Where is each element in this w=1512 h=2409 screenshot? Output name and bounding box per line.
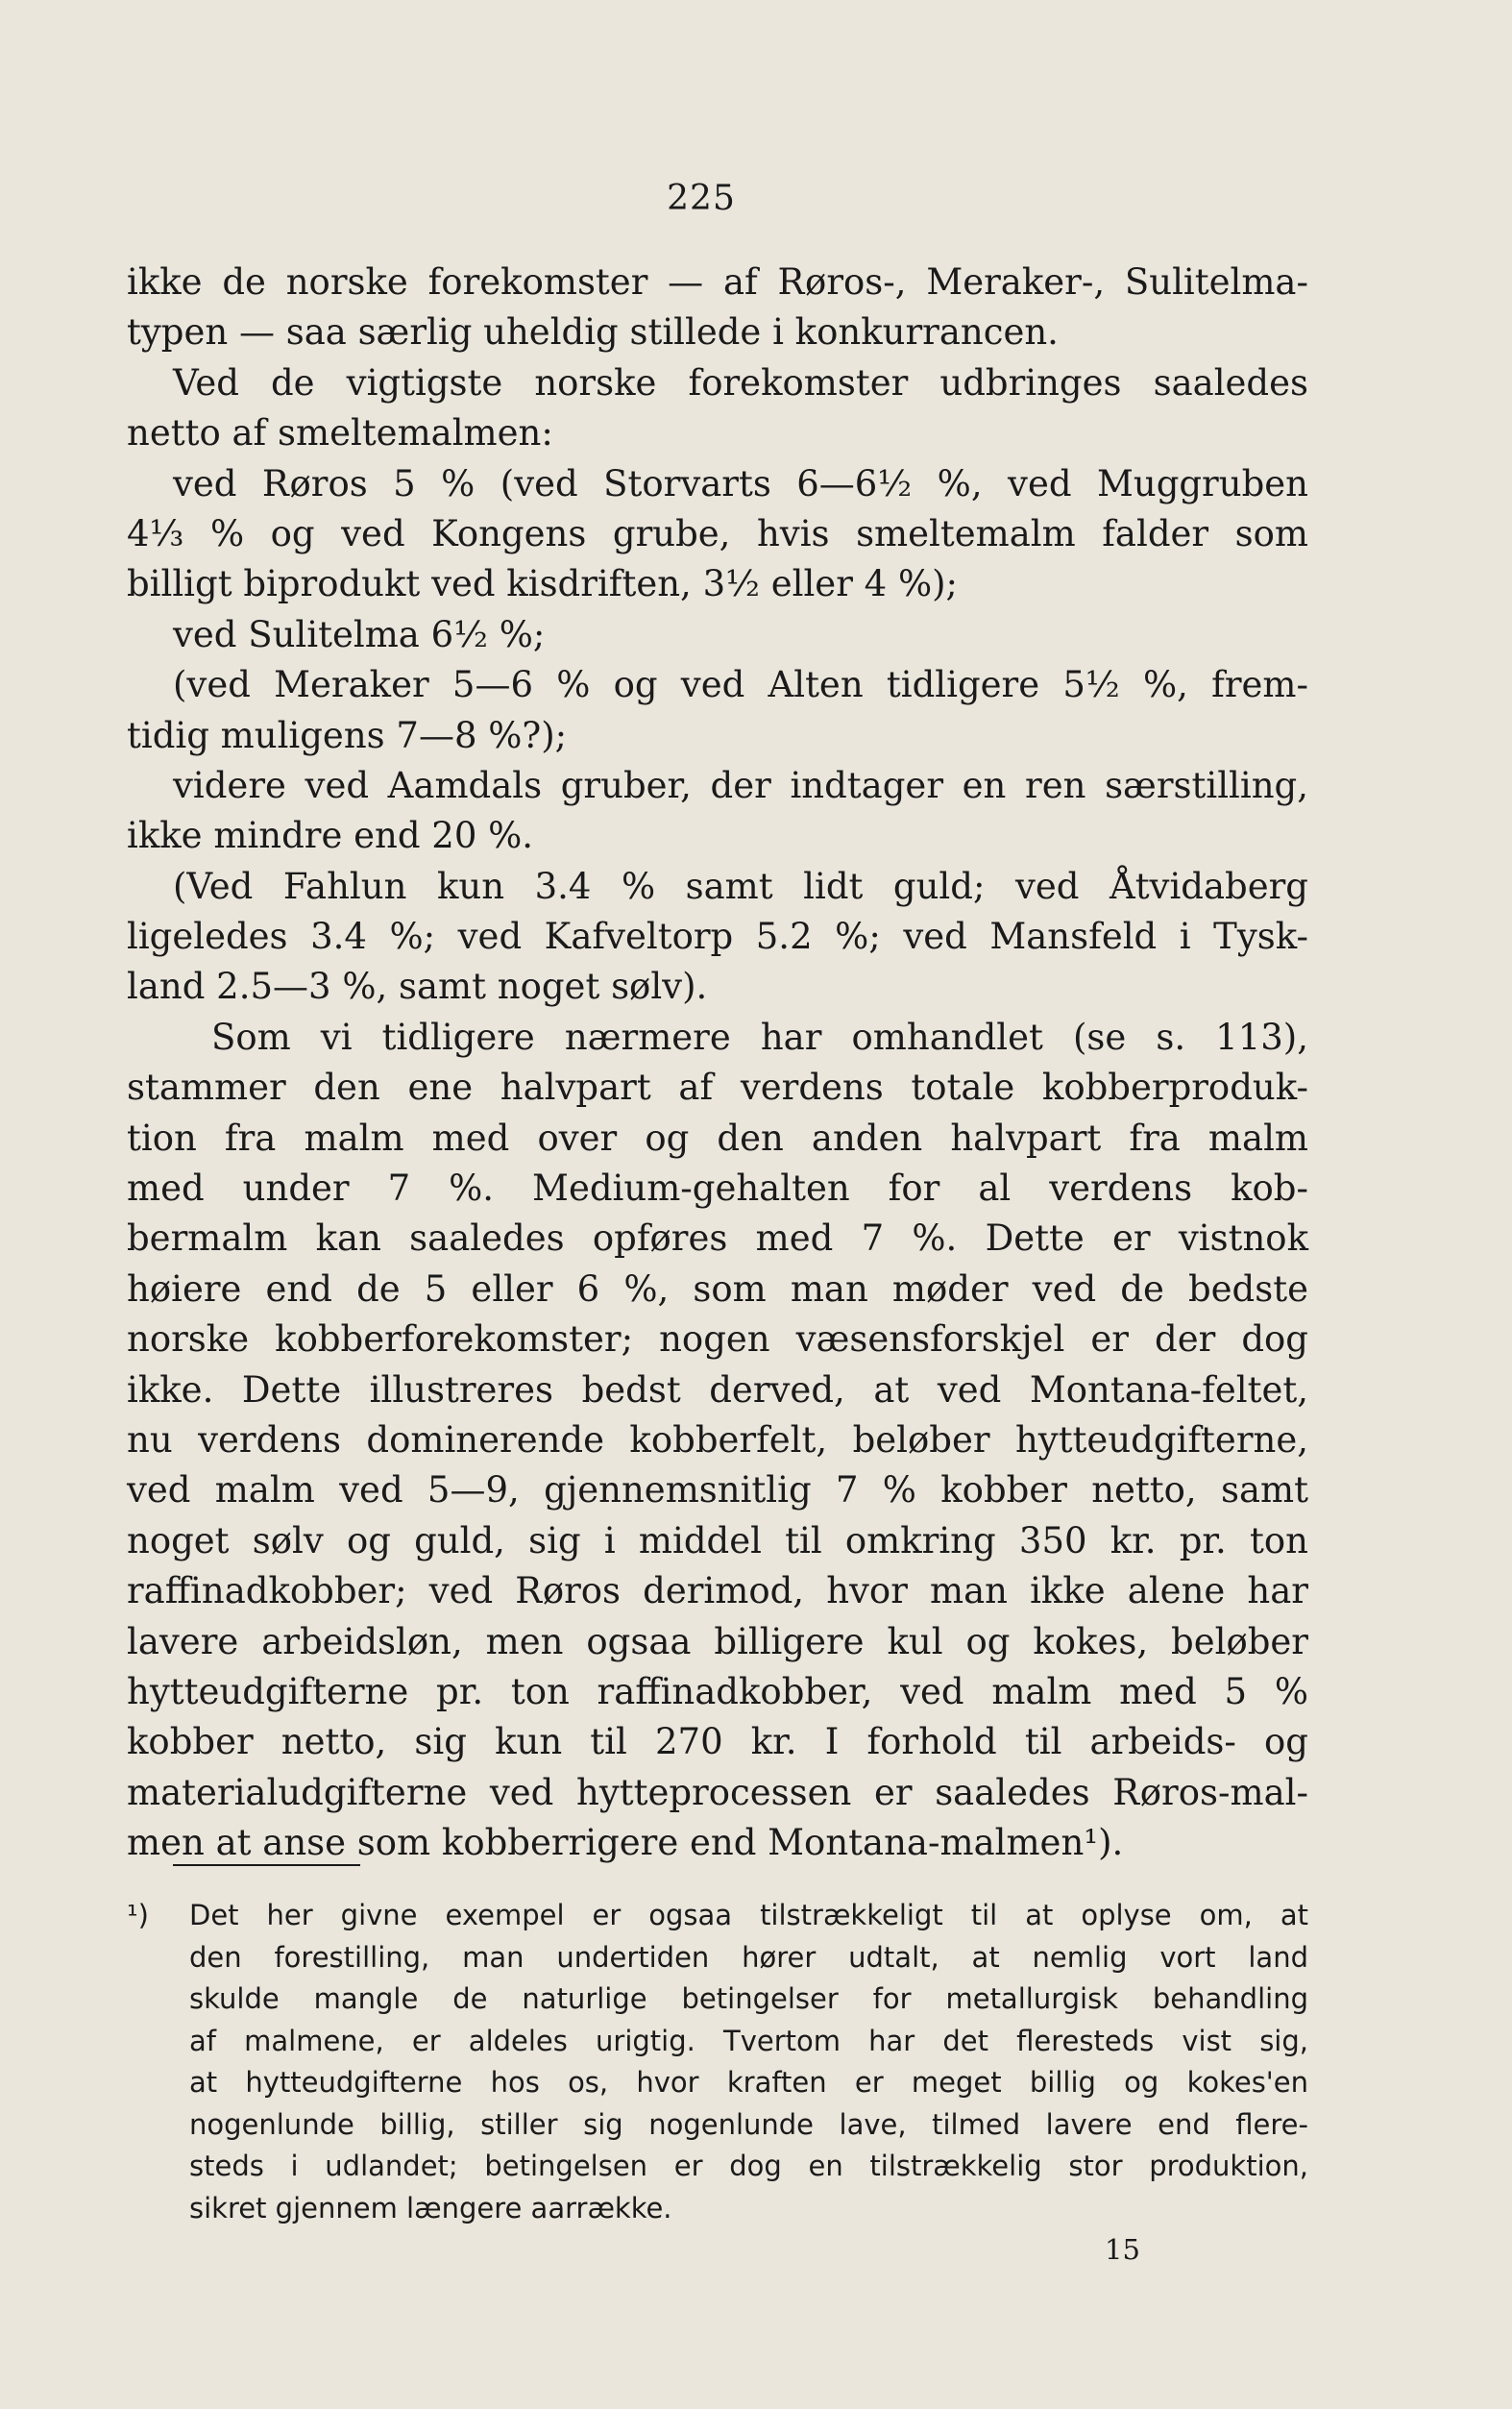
body-line-31: materialudgifterne ved hytteprocessen er saaledes Røros-mal- xyxy=(127,1771,1308,1813)
footnote-line-1 xyxy=(127,1895,1308,1937)
body-line-9: (ved Meraker 5—6 % og ved Alten tidligere 5½ %, frem- xyxy=(173,664,1308,706)
body-line-23: ikke. Dette illustreres bedst derved, at ved Montana-feltet, xyxy=(127,1368,1308,1411)
body-line-32: men at anse som kobberrigere end Montana-malmen¹). xyxy=(127,1822,1124,1864)
body-line-8: ved Sulitelma 6½ %; xyxy=(173,613,546,655)
body-text xyxy=(127,258,1308,1869)
body-line-5: ved Røros 5 % (ved Storvarts 6—6½ %, ved Muggruben xyxy=(173,462,1308,504)
signature-mark: 15 xyxy=(1105,2233,1140,2266)
body-line-15: land 2.5—3 %, samt noget sølv). xyxy=(127,966,708,1008)
footnote-line-8: sikret gjennem længere aarrække. xyxy=(189,2191,672,2225)
body-line-29: hytteudgifterne pr. ton raffinadkobber, ved malm med 5 % xyxy=(127,1670,1308,1712)
footnote-line-1-text: Det her givne exempel er ogsaa tilstrækkeligt til at oplyse om, at xyxy=(189,1899,1308,1931)
footnote xyxy=(127,1895,1308,2229)
footnote-line-2: den forestilling, man undertiden hører udtalt, at nemlig vort land xyxy=(189,1940,1308,1974)
body-line-12: ikke mindre end 20 %. xyxy=(127,815,534,857)
footnote-line-7: steds i udlandet; betingelsen er dog en tilstrækkelig stor produktion, xyxy=(189,2150,1308,2182)
page-number: 225 xyxy=(667,179,736,218)
body-line-17: stammer den ene halvpart af verdens totale kobberproduk- xyxy=(127,1067,1308,1109)
footnote-line-3: skulde mangle de naturlige betingelser for metallurgisk behandling xyxy=(189,1982,1308,2015)
body-line-25: ved malm ved 5—9, gjennemsnitlig 7 % kobber netto, samt xyxy=(127,1469,1308,1512)
body-line-18: tion fra malm med over og den anden halvpart fra malm xyxy=(127,1117,1308,1159)
body-line-22: norske kobberforekomster; nogen væsensforskjel er der dog xyxy=(127,1318,1308,1361)
body-line-19: med under 7 %. Medium-gehalten for al verdens kob- xyxy=(127,1168,1308,1210)
body-line-30: kobber netto, sig kun til 270 kr. I forhold til arbeids- og xyxy=(127,1721,1308,1763)
footnote-line-6: nogenlunde billig, stiller sig nogenlunde lave, tilmed lavere end flere- xyxy=(189,2107,1308,2141)
body-line-24: nu verdens dominerende kobberfelt, beløber hytteudgifterne, xyxy=(127,1418,1308,1461)
footnote-line-5: at hytteudgifterne hos os, hvor kraften er meget billig og kokes'en xyxy=(189,2066,1308,2099)
body-line-16: Som vi tidligere nærmere har omhandlet (se s. 113), xyxy=(211,1016,1308,1058)
body-line-2: typen — saa særlig uheldig stillede i konkurrancen. xyxy=(127,311,1059,354)
body-line-21: høiere end de 5 eller 6 %, som man møder ved de bedste xyxy=(127,1267,1308,1310)
body-line-10: tidig muligens 7—8 %?); xyxy=(127,714,568,756)
footnote-line-4: af malmene, er aldeles urigtig. Tvertom har det fleresteds vist sig, xyxy=(189,2024,1308,2057)
footnote-divider xyxy=(173,1864,360,1866)
body-line-14: ligeledes 3.4 %; ved Kafveltorp 5.2 %; ved Mansfeld i Tysk- xyxy=(127,916,1308,958)
body-line-20: bermalm kan saaledes opføres med 7 %. Dette er vistnok xyxy=(127,1217,1308,1260)
body-line-1: ikke de norske forekomster — af Røros-, Meraker-, Sulitelma- xyxy=(127,261,1308,303)
footnote-marker: ¹) xyxy=(127,1899,149,1931)
body-line-4: netto af smeltemalmen: xyxy=(127,412,553,455)
body-line-3: Ved de vigtigste norske forekomster udbringes saaledes xyxy=(173,361,1308,404)
body-line-7: billigt biprodukt ved kisdriften, 3½ eller 4 %); xyxy=(127,563,959,605)
body-line-11: videre ved Aamdals gruber, der indtager en ren særstilling, xyxy=(173,764,1308,806)
body-line-26: noget sølv og guld, sig i middel til omkring 350 kr. pr. ton xyxy=(127,1519,1308,1561)
body-line-28: lavere arbeidsløn, men ogsaa billigere kul og kokes, beløber xyxy=(127,1620,1308,1662)
body-line-6: 4⅓ % og ved Kongens grube, hvis smeltemalm falder som xyxy=(127,512,1308,554)
body-line-27: raffinadkobber; ved Røros derimod, hvor man ikke alene har xyxy=(127,1570,1308,1612)
body-line-13: (Ved Fahlun kun 3.4 % samt lidt guld; ved Åtvidaberg xyxy=(173,865,1308,907)
